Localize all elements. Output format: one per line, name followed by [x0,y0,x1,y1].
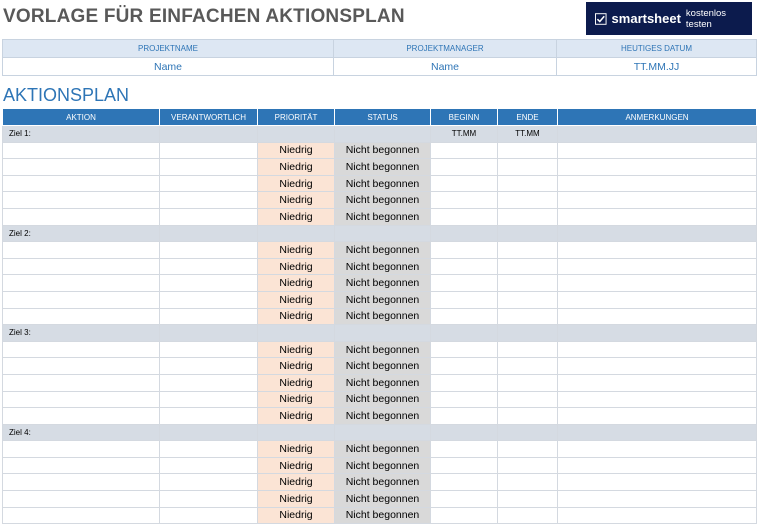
goal-cell[interactable] [335,325,431,342]
goal-cell[interactable] [258,225,335,242]
status-cell[interactable]: Nicht begonnen [335,175,431,192]
table-cell[interactable] [498,159,558,176]
table-cell[interactable] [3,474,160,491]
table-cell[interactable] [498,242,558,259]
goal-cell[interactable] [558,225,757,242]
table-cell[interactable] [160,291,258,308]
table-row [3,507,757,524]
priority-cell[interactable]: Niedrig [258,208,335,225]
table-cell[interactable] [431,457,498,474]
table-cell[interactable] [431,507,498,524]
table-row [3,491,757,508]
table-cell[interactable] [558,258,757,275]
table-cell[interactable] [3,358,160,375]
table-row [3,374,757,391]
table-cell[interactable] [558,408,757,425]
table-row [3,441,757,458]
table-cell[interactable] [160,341,258,358]
table-cell[interactable] [498,408,558,425]
table-cell[interactable] [3,142,160,159]
priority-cell[interactable]: Niedrig [258,341,335,358]
column-header: BEGINN [431,109,498,126]
table-cell[interactable] [431,391,498,408]
table-row [3,291,757,308]
table-row [3,258,757,275]
goal-cell[interactable] [258,126,335,143]
table-cell[interactable] [558,192,757,209]
goal-row [3,126,757,143]
goal-cell[interactable] [335,126,431,143]
table-row [3,308,757,325]
project-name-header: PROJEKTNAME [3,40,334,58]
table-cell[interactable] [3,441,160,458]
table-cell[interactable] [431,374,498,391]
priority-cell[interactable]: Niedrig [258,358,335,375]
table-cell[interactable] [558,457,757,474]
priority-cell[interactable]: Niedrig [258,258,335,275]
goal-cell[interactable] [498,225,558,242]
column-header: VERANTWORTLICH [160,109,258,126]
table-cell[interactable] [558,142,757,159]
table-cell[interactable] [160,159,258,176]
status-cell[interactable]: Nicht begonnen [335,474,431,491]
table-cell[interactable] [160,507,258,524]
priority-cell[interactable]: Niedrig [258,142,335,159]
table-cell[interactable] [498,142,558,159]
priority-cell[interactable]: Niedrig [258,391,335,408]
goal-cell[interactable]: TT.MM [431,126,498,143]
table-cell[interactable] [558,341,757,358]
table-row [3,275,757,292]
table-cell[interactable] [431,142,498,159]
table-cell[interactable] [160,242,258,259]
status-cell[interactable]: Nicht begonnen [335,242,431,259]
column-header: ENDE [498,109,558,126]
priority-cell[interactable]: Niedrig [258,275,335,292]
column-header: AKTION [3,109,160,126]
table-cell[interactable] [431,242,498,259]
status-cell[interactable]: Nicht begonnen [335,374,431,391]
table-cell[interactable] [558,291,757,308]
goal-label[interactable]: Ziel 2: [3,225,160,242]
priority-cell[interactable]: Niedrig [258,507,335,524]
table-cell[interactable] [558,391,757,408]
table-cell[interactable] [3,291,160,308]
table-cell[interactable] [431,258,498,275]
table-cell[interactable] [431,474,498,491]
page-title: VORLAGE FÜR EINFACHEN AKTIONSPLAN [3,6,405,27]
table-cell[interactable] [558,159,757,176]
status-cell[interactable]: Nicht begonnen [335,391,431,408]
status-cell[interactable]: Nicht begonnen [335,258,431,275]
priority-cell[interactable]: Niedrig [258,374,335,391]
goal-cell[interactable] [160,424,258,441]
table-cell[interactable] [431,175,498,192]
goal-cell[interactable] [160,126,258,143]
status-cell[interactable]: Nicht begonnen [335,208,431,225]
status-cell[interactable]: Nicht begonnen [335,457,431,474]
table-cell[interactable] [498,291,558,308]
goal-cell[interactable] [160,225,258,242]
table-cell[interactable] [558,275,757,292]
table-cell[interactable] [558,441,757,458]
section-title: AKTIONSPLAN [3,85,130,105]
table-cell[interactable] [558,175,757,192]
table-cell[interactable] [558,507,757,524]
table-cell[interactable] [160,391,258,408]
table-cell[interactable] [498,192,558,209]
action-plan-table [2,108,757,524]
priority-cell[interactable]: Niedrig [258,457,335,474]
table-cell[interactable] [431,491,498,508]
goal-cell[interactable]: TT.MM [498,126,558,143]
table-cell[interactable] [431,192,498,209]
status-cell[interactable]: Nicht begonnen [335,192,431,209]
table-cell[interactable] [498,258,558,275]
table-cell[interactable] [498,358,558,375]
table-cell[interactable] [3,275,160,292]
status-cell[interactable]: Nicht begonnen [335,159,431,176]
table-row [3,192,757,209]
table-cell[interactable] [498,275,558,292]
table-cell[interactable] [558,358,757,375]
table-row [3,358,757,375]
goal-row [3,225,757,242]
column-header: STATUS [335,109,431,126]
table-cell[interactable] [160,308,258,325]
status-cell[interactable]: Nicht begonnen [335,341,431,358]
goal-cell[interactable] [160,325,258,342]
status-cell[interactable]: Nicht begonnen [335,491,431,508]
priority-cell[interactable]: Niedrig [258,441,335,458]
priority-cell[interactable]: Niedrig [258,192,335,209]
table-cell[interactable] [431,358,498,375]
goal-cell[interactable] [558,325,757,342]
table-cell[interactable] [431,341,498,358]
table-cell[interactable] [558,242,757,259]
checkmark-icon [595,13,607,25]
table-cell[interactable] [160,457,258,474]
table-cell[interactable] [3,391,160,408]
status-cell[interactable]: Nicht begonnen [335,291,431,308]
table-cell[interactable] [498,374,558,391]
table-row [3,175,757,192]
status-cell[interactable]: Nicht begonnen [335,142,431,159]
priority-cell[interactable]: Niedrig [258,408,335,425]
table-cell[interactable] [498,175,558,192]
status-cell[interactable]: Nicht begonnen [335,308,431,325]
table-cell[interactable] [498,491,558,508]
priority-cell[interactable]: Niedrig [258,474,335,491]
column-header: PRIORITÄT [258,109,335,126]
table-cell[interactable] [558,474,757,491]
table-cell[interactable] [160,491,258,508]
smartsheet-trial-button[interactable] [586,2,752,35]
table-row [3,391,757,408]
goal-cell[interactable] [498,424,558,441]
goal-row [3,424,757,441]
table-cell[interactable] [498,441,558,458]
table-cell[interactable] [498,507,558,524]
table-cell[interactable] [160,441,258,458]
table-row [3,159,757,176]
goal-cell[interactable] [498,325,558,342]
table-row [3,408,757,425]
brand-name: smartsheet [611,11,681,26]
project-manager-header: PROJEKTMANAGER [334,40,557,58]
table-cell[interactable] [431,308,498,325]
table-cell[interactable] [431,275,498,292]
project-name-cell[interactable]: Name [3,58,334,76]
table-cell[interactable] [498,308,558,325]
status-cell[interactable]: Nicht begonnen [335,275,431,292]
table-cell[interactable] [558,308,757,325]
table-cell[interactable] [431,208,498,225]
table-cell[interactable] [498,391,558,408]
table-cell[interactable] [3,457,160,474]
status-cell[interactable]: Nicht begonnen [335,441,431,458]
table-cell[interactable] [160,192,258,209]
table-row [3,242,757,259]
table-cell[interactable] [160,408,258,425]
table-cell[interactable] [3,192,160,209]
goal-cell[interactable] [431,225,498,242]
goal-cell[interactable] [431,424,498,441]
today-date-cell[interactable]: TT.MM.JJ [557,58,757,76]
status-cell[interactable]: Nicht begonnen [335,408,431,425]
goal-cell[interactable] [558,126,757,143]
table-cell[interactable] [3,374,160,391]
table-cell[interactable] [3,408,160,425]
table-cell[interactable] [160,358,258,375]
priority-cell[interactable]: Niedrig [258,308,335,325]
priority-cell[interactable]: Niedrig [258,242,335,259]
priority-cell[interactable]: Niedrig [258,159,335,176]
goal-cell[interactable] [335,424,431,441]
table-cell[interactable] [3,507,160,524]
goal-cell[interactable] [431,325,498,342]
goal-cell[interactable] [258,325,335,342]
table-cell[interactable] [3,175,160,192]
goal-label[interactable]: Ziel 4: [3,424,160,441]
today-date-header: HEUTIGES DATUM [557,40,757,58]
table-cell[interactable] [431,291,498,308]
table-cell[interactable] [498,474,558,491]
table-row [3,142,757,159]
priority-cell[interactable]: Niedrig [258,291,335,308]
table-row [3,208,757,225]
priority-cell[interactable]: Niedrig [258,491,335,508]
table-cell[interactable] [160,142,258,159]
table-cell[interactable] [3,491,160,508]
table-cell[interactable] [160,208,258,225]
table-row [3,457,757,474]
status-cell[interactable]: Nicht begonnen [335,507,431,524]
goal-cell[interactable] [335,225,431,242]
table-cell[interactable] [3,159,160,176]
table-cell[interactable] [3,258,160,275]
table-cell[interactable] [3,341,160,358]
table-cell[interactable] [498,208,558,225]
column-header: ANMERKUNGEN [558,109,757,126]
table-cell[interactable] [3,242,160,259]
goal-cell[interactable] [558,424,757,441]
table-cell[interactable] [3,208,160,225]
project-manager-cell[interactable]: Name [334,58,557,76]
table-cell[interactable] [558,208,757,225]
table-cell[interactable] [160,474,258,491]
table-cell[interactable] [160,175,258,192]
table-cell[interactable] [431,441,498,458]
priority-cell[interactable]: Niedrig [258,175,335,192]
table-row [3,341,757,358]
table-cell[interactable] [160,374,258,391]
table-cell[interactable] [160,258,258,275]
goal-label[interactable]: Ziel 3: [3,325,160,342]
table-cell[interactable] [160,275,258,292]
table-cell[interactable] [558,491,757,508]
table-cell[interactable] [431,408,498,425]
table-cell[interactable] [558,374,757,391]
goal-cell[interactable] [258,424,335,441]
table-cell[interactable] [498,457,558,474]
table-row [3,474,757,491]
table-cell[interactable] [3,308,160,325]
status-cell[interactable]: Nicht begonnen [335,358,431,375]
goal-label[interactable]: Ziel 1: [3,126,160,143]
project-info-table [2,39,757,76]
table-cell[interactable] [498,341,558,358]
table-cell[interactable] [431,159,498,176]
brand-cta: kostenlos testen [685,7,727,30]
goal-row [3,325,757,342]
